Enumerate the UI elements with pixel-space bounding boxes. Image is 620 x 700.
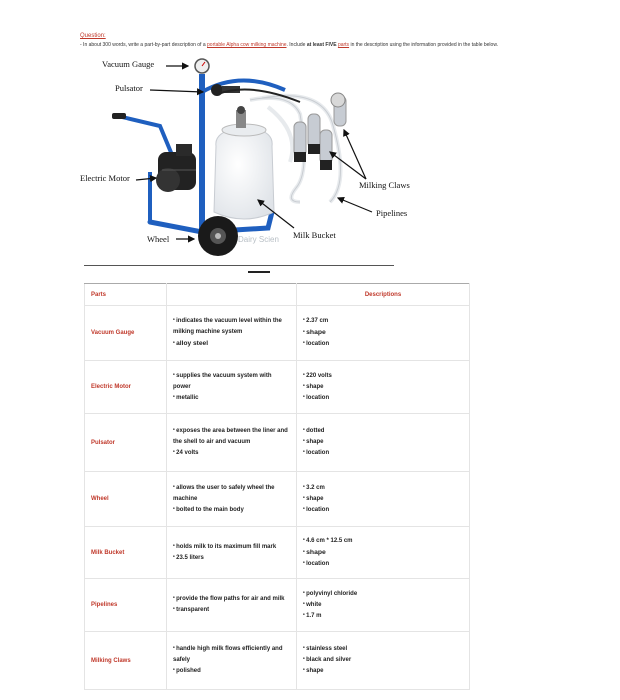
instruction-parts: parts (337, 42, 350, 48)
function-cell (167, 472, 297, 527)
function-line: • allows the user to safely wheel the machine (173, 483, 290, 505)
instruction-suffix: in the description using the information provided in the table below. (350, 42, 499, 48)
attribute-line: • 2.37 cm (303, 316, 463, 327)
callout-pulsator: Pulsator (115, 83, 143, 93)
attribute-line: • shape (303, 547, 463, 559)
attribute-line: • shape (303, 666, 463, 677)
callout-pipelines: Pipelines (376, 208, 408, 218)
function-line: • 23.5 liters (173, 553, 290, 564)
electric-motor-shape (156, 144, 196, 192)
header-blank (167, 284, 297, 306)
attributes-cell (297, 632, 470, 690)
instruction-text (80, 42, 600, 48)
attributes-cell (297, 579, 470, 632)
attributes-cell (297, 306, 470, 361)
callout-vacuum-gauge: Vacuum Gauge (102, 59, 155, 69)
function-line: • transparent (173, 605, 290, 616)
function-line: • bolted to the main body (173, 505, 290, 516)
function-line: • provide the flow paths for air and milk (173, 594, 290, 605)
part-name: Vacuum Gauge (85, 306, 167, 361)
table-header-row (85, 284, 470, 306)
function-cell (167, 361, 297, 414)
scroll-indicator (248, 271, 270, 273)
part-name: Milking Claws (85, 632, 167, 690)
function-cell (167, 579, 297, 632)
attribute-line: • shape (303, 494, 463, 505)
function-cell (167, 632, 297, 690)
vacuum-gauge-shape (195, 59, 209, 73)
milking-machine-figure (0, 52, 620, 267)
function-cell (167, 414, 297, 472)
function-cell (167, 306, 297, 361)
attribute-line: • dotted (303, 426, 463, 437)
callout-milk-bucket: Milk Bucket (293, 230, 336, 240)
header-descriptions: Descriptions (297, 284, 470, 306)
table-row (85, 361, 470, 414)
function-line: • supplies the vacuum system with power (173, 371, 290, 393)
question-label: Question: (80, 33, 106, 39)
instruction-mid: . Include (286, 42, 306, 48)
milk-bucket-shape (214, 106, 274, 219)
part-name: Pipelines (85, 579, 167, 632)
function-line: • metallic (173, 393, 290, 404)
attribute-line: • shape (303, 437, 463, 448)
instruction-prefix: - In about 300 words, write a part-by-part description of a (80, 42, 206, 48)
figure-divider (84, 265, 394, 266)
attribute-line: • white (303, 600, 463, 611)
table-row (85, 414, 470, 472)
instruction-link[interactable]: portable Alpha cow milking machine (207, 42, 287, 48)
table-row (85, 579, 470, 632)
header-parts: Parts (85, 284, 167, 306)
attribute-line: • location (303, 505, 463, 516)
function-line: • holds milk to its maximum fill mark (173, 542, 290, 553)
part-name: Wheel (85, 472, 167, 527)
instruction-bold: at least FIVE (306, 42, 337, 48)
table-row (85, 472, 470, 527)
function-line: • 24 volts (173, 448, 290, 459)
watermark: Dairy Scien (238, 235, 279, 244)
attribute-line: • location (303, 559, 463, 570)
attributes-cell (297, 361, 470, 414)
part-name: Pulsator (85, 414, 167, 472)
attribute-line: • black and silver (303, 655, 463, 666)
attribute-line: • 1.7 m (303, 611, 463, 622)
function-line: • polished (173, 666, 290, 677)
table-row (85, 527, 470, 579)
part-name: Milk Bucket (85, 527, 167, 579)
attribute-line: • shape (303, 382, 463, 393)
attributes-cell (297, 472, 470, 527)
parts-table (84, 283, 470, 690)
attribute-line: • stainless steel (303, 644, 463, 655)
callout-wheel: Wheel (147, 234, 170, 244)
attribute-line: • shape (303, 327, 463, 339)
attribute-line: • 220 volts (303, 371, 463, 382)
function-line: • indicates the vacuum level within the milking machine system (173, 316, 290, 338)
attribute-line: • polyvinyl chloride (303, 589, 463, 600)
attribute-line: • 4.6 cm * 12.5 cm (303, 536, 463, 547)
attribute-line: • 3.2 cm (303, 483, 463, 494)
attribute-line: • location (303, 448, 463, 459)
function-line: • handle high milk flows efficiently and safely (173, 644, 290, 666)
function-line: • alloy steel (173, 338, 290, 350)
function-line: • exposes the area between the liner and the shell to air and vacuum (173, 426, 290, 448)
callout-electric-motor: Electric Motor (80, 173, 130, 183)
wheel-shape (198, 216, 238, 256)
attribute-line: • location (303, 393, 463, 404)
attributes-cell (297, 414, 470, 472)
table-row (85, 306, 470, 361)
part-name: Electric Motor (85, 361, 167, 414)
callout-milking-claws: Milking Claws (359, 180, 410, 190)
function-cell (167, 527, 297, 579)
attribute-line: • location (303, 339, 463, 350)
attributes-cell (297, 527, 470, 579)
table-row (85, 632, 470, 690)
